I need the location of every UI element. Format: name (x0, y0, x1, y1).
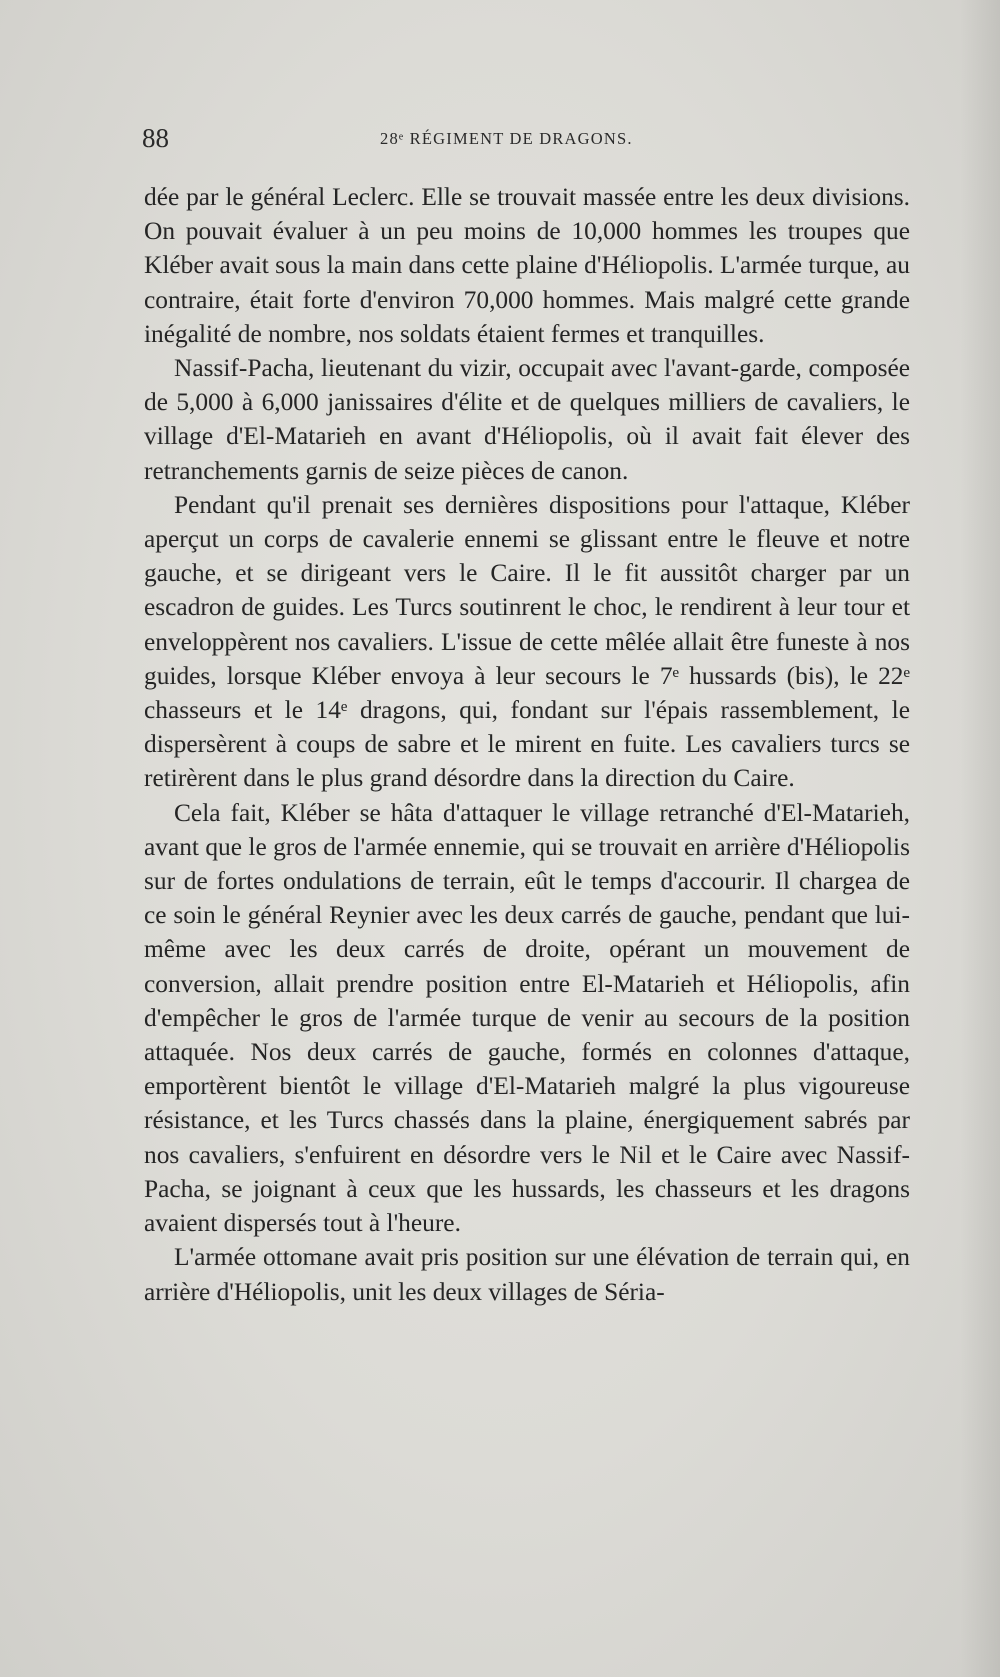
paragraph: L'armée ottomane avait pris position sur une élévation de terrain qui, en arrière d'Héliopolis, unit les deux villages de Séria- (144, 1243, 910, 1306)
paragraph: Cela fait, Kléber se hâta d'attaquer le village retranché d'El-Matarieh, avant que le gros de l'armée ennemie, qui se trouvait en arrière d'Héliopolis sur de fortes ondulations de terrain, eût le temps d'accourir. Il chargea de ce soin le général Reynier avec les deux carrés de gauche, pendant que lui-même avec les deux carrés de droite, opérant un mouvement de conversion, allait prendre position entre El-Matarieh et Héliopolis, afin d'empêcher le gros de l'armée turque de venir au secours de la position attaquée. Nos deux carrés de gauche, formés en colonnes d'attaque, emportèrent bientôt le village d'El-Matarieh malgré la plus vigoureuse résistance, et les Turcs chassés dans la plaine, énergiquement sabrés par nos cavaliers, s'enfuirent en désordre vers le Nil et le Caire avec Nassif-Pacha, se joignant à ceux que les hussards, les chasseurs et les dragons avaient dispersés tout à l'heure. (144, 798, 910, 1238)
paragraph: Pendant qu'il prenait ses dernières dispositions pour l'attaque, Kléber aperçut un corps de cavalerie ennemi se glissant entre le fleuve et notre gauche, et se dirigeant vers le Caire. Il le fit aussitôt charger par un escadron de guides. Les Turcs soutinrent le choc, le rendirent à leur tour et enveloppèrent nos cavaliers. L'issue de cette mêlée allait être funeste à nos guides, lorsque Kléber envoya à leur secours le 7ᵉ hussards (bis), le 22ᵉ chasseurs et le 14ᵉ dragons, qui, fondant sur l'épais rassemblement, le dispersèrent à coups de sabre et le mirent en fuite. Les cavaliers turcs se retirèrent dans le plus grand désordre dans la direction du Caire. (144, 490, 910, 793)
paragraph-continuation: dée par le général Leclerc. Elle se trouvait massée entre les deux divisions. On pouvait évaluer à un peu moins de 10,000 hommes les troupes que Kléber avait sous la main dans cette plaine d'Héliopolis. L'armée turque, au contraire, était forte d'environ 70,000 hommes. Mais malgré cette grande inégalité de nombre, nos soldats étaient fermes et tranquilles. (144, 183, 910, 348)
page-header (142, 123, 912, 159)
running-head: 28ᵉ RÉGIMENT DE DRAGONS. (380, 129, 633, 148)
body-text (144, 180, 910, 1309)
page-number: 88 (142, 123, 169, 153)
paragraph: Nassif-Pacha, lieutenant du vizir, occupait avec l'avant-garde, composée de 5,000 à 6,000 janissaires d'élite et de quelques milliers de cavaliers, le village d'El-Matarieh en avant d'Héliopolis, où il avait fait élever des retranchements garnis de seize pièces de canon. (144, 354, 910, 485)
